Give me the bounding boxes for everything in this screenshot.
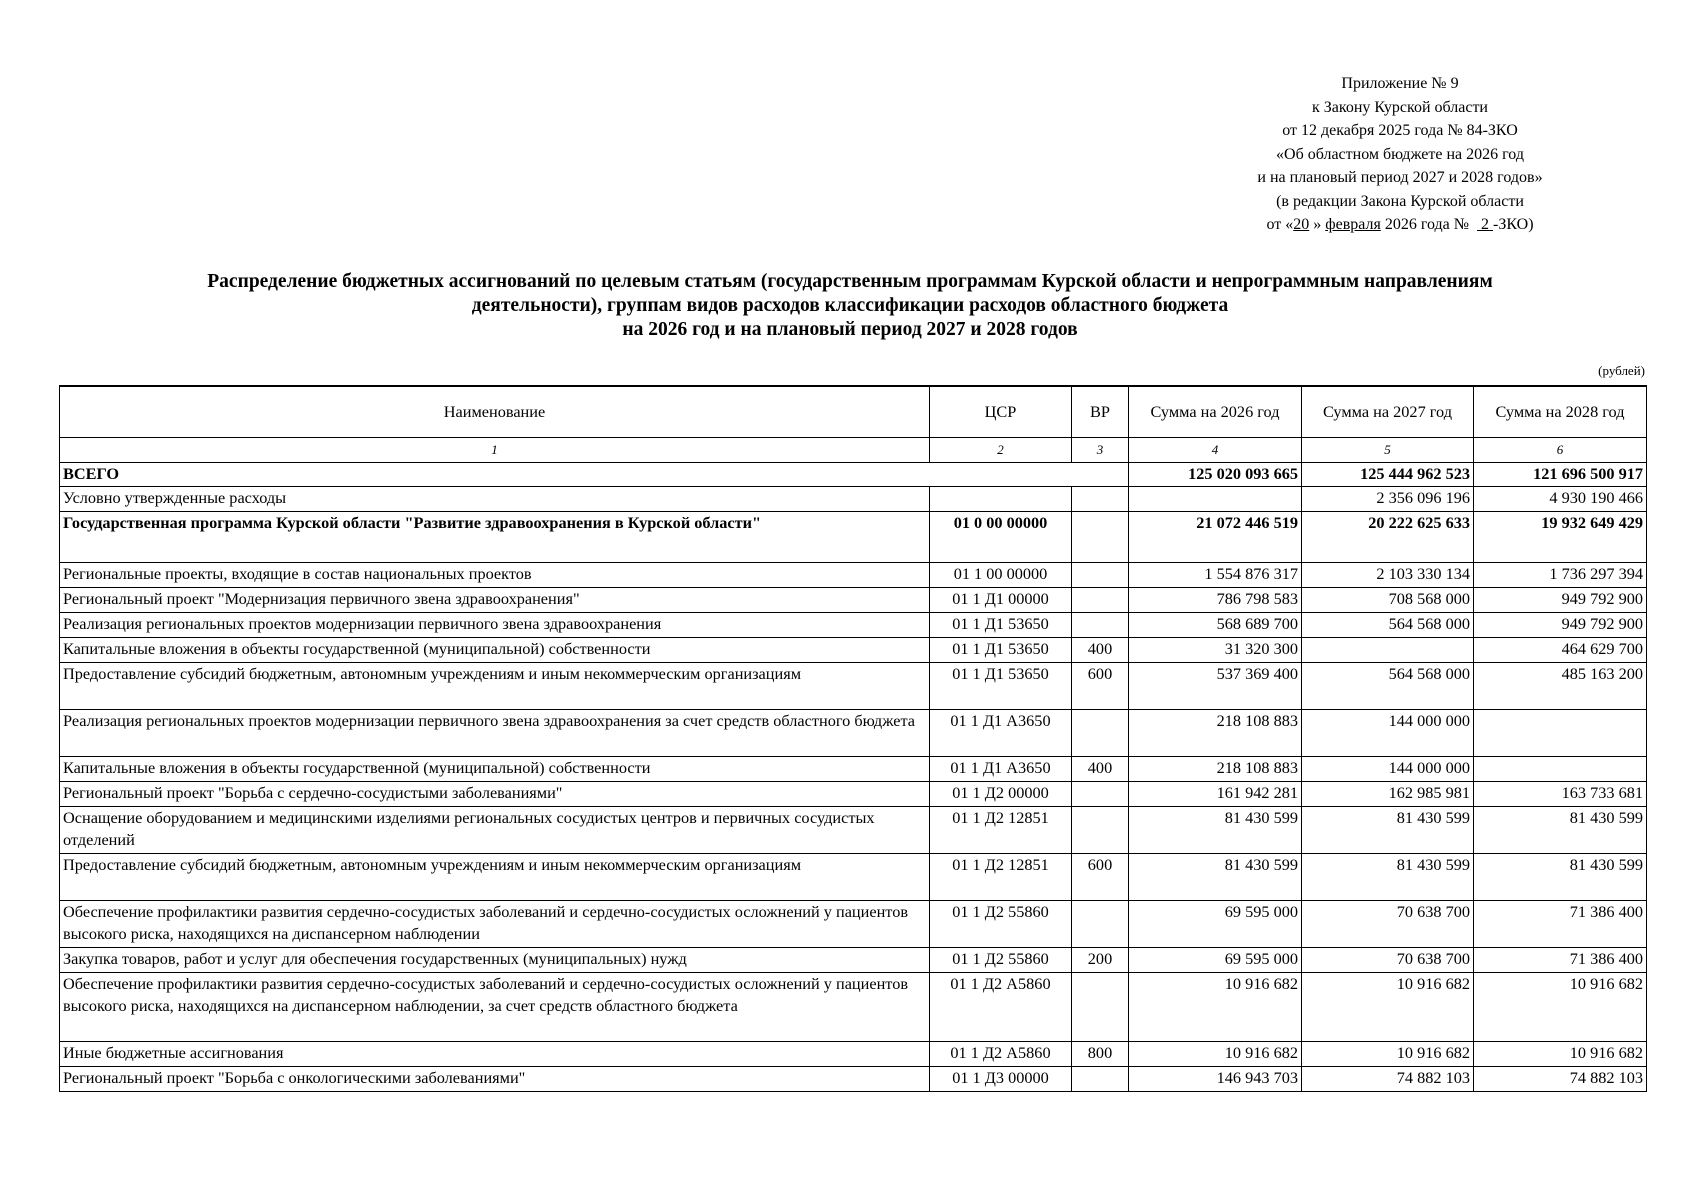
edition-day: 20: [1293, 216, 1310, 233]
row-name: Иные бюджетные ассигнования: [60, 1041, 930, 1066]
row-sum-2026: 81 430 599: [1129, 853, 1302, 900]
row-sum-2027: 81 430 599: [1302, 806, 1474, 853]
row-name: Закупка товаров, работ и услуг для обеспечения государственных (муниципальных) нужд: [60, 947, 930, 972]
row-sum-2028: 81 430 599: [1474, 806, 1647, 853]
row-csr: [930, 486, 1072, 511]
appendix-edition-date: от «20 » февраля 2026 года № 2 -ЗКО): [1266, 216, 1534, 233]
row-sum-2026: 31 320 300: [1129, 637, 1302, 662]
row-vr: [1072, 562, 1129, 587]
row-name: Условно утвержденные расходы: [60, 486, 930, 511]
row-name: Обеспечение профилактики развития сердечно-сосудистых заболеваний и сердечно-сосудистых осложнений у пациентов высокого риска, находящихся на диспансерном наблюдении, за счет средств областного бюджета: [60, 972, 930, 1041]
row-sum-2026: 161 942 281: [1129, 781, 1302, 806]
row-vr: [1072, 972, 1129, 1041]
row-sum-2027: 2 356 096 196: [1302, 486, 1474, 511]
row-sum-2028: 949 792 900: [1474, 587, 1647, 612]
row-sum-2027: 10 916 682: [1302, 972, 1474, 1041]
row-sum-2026: 10 916 682: [1129, 972, 1302, 1041]
row-csr: 01 1 Д3 00000: [930, 1066, 1072, 1091]
table-row: [60, 972, 1647, 1041]
row-name: Обеспечение профилактики развития сердечно-сосудистых заболеваний и сердечно-сосудистых осложнений у пациентов высокого риска, находящихся на диспансерном наблюдении: [60, 900, 930, 947]
header-sum-2026: Сумма на 2026 год: [1129, 386, 1302, 438]
row-sum-2026: 81 430 599: [1129, 806, 1302, 853]
row-name: Капитальные вложения в объекты государственной (муниципальной) собственности: [60, 637, 930, 662]
row-sum-2027: 74 882 103: [1302, 1066, 1474, 1091]
table-row: [60, 1041, 1647, 1066]
table-row: [60, 709, 1647, 756]
row-sum-2028: 4 930 190 466: [1474, 486, 1647, 511]
appendix-law-ref: к Закону Курской области: [1312, 98, 1488, 116]
row-csr: 01 1 Д2 А5860: [930, 1041, 1072, 1066]
row-vr: 400: [1072, 756, 1129, 781]
column-index: 5: [1302, 438, 1474, 463]
units-label: (рублей): [1598, 363, 1645, 378]
header-csr: ЦСР: [930, 386, 1072, 438]
row-sum-2027: 144 000 000: [1302, 756, 1474, 781]
table-row: [60, 1066, 1647, 1091]
row-name: Региональные проекты, входящие в состав национальных проектов: [60, 562, 930, 587]
total-row: [60, 463, 1647, 487]
row-name: Реализация региональных проектов модернизации первичного звена здравоохранения за счет средств областного бюджета: [60, 709, 930, 756]
column-index: 4: [1129, 438, 1302, 463]
row-csr: 01 1 Д2 55860: [930, 900, 1072, 947]
appendix-header: [1150, 72, 1650, 237]
appendix-number: Приложение № 9: [1341, 75, 1459, 92]
table-row: [60, 486, 1647, 511]
row-sum-2027: 20 222 625 633: [1302, 511, 1474, 562]
row-sum-2027: [1302, 637, 1474, 662]
row-name: Реализация региональных проектов модернизации первичного звена здравоохранения: [60, 612, 930, 637]
table-row: [60, 781, 1647, 806]
row-sum-2026: 69 595 000: [1129, 947, 1302, 972]
row-csr: 01 1 Д1 53650: [930, 637, 1072, 662]
row-sum-2027: 81 430 599: [1302, 853, 1474, 900]
document-title: [60, 270, 1640, 342]
row-sum-2028: 74 882 103: [1474, 1066, 1647, 1091]
title-line-2: деятельности), группам видов расходов классификации расходов областного бюджета: [471, 295, 1229, 316]
row-csr: 01 1 Д2 55860: [930, 947, 1072, 972]
row-sum-2026: 146 943 703: [1129, 1066, 1302, 1091]
column-index: 3: [1072, 438, 1129, 463]
row-sum-2028: [1474, 709, 1647, 756]
column-index-row: [60, 438, 1647, 463]
table-row: [60, 612, 1647, 637]
table-row: [60, 853, 1647, 900]
row-sum-2026: 21 072 446 519: [1129, 511, 1302, 562]
row-vr: [1072, 900, 1129, 947]
table-row: [60, 587, 1647, 612]
row-sum-2028: 464 629 700: [1474, 637, 1647, 662]
row-sum-2028: 949 792 900: [1474, 612, 1647, 637]
row-sum-2027: 162 985 981: [1302, 781, 1474, 806]
row-vr: 400: [1072, 637, 1129, 662]
table-row: [60, 562, 1647, 587]
row-name: Региональный проект "Борьба с сердечно-сосудистыми заболеваниями": [60, 781, 930, 806]
table-row: [60, 662, 1647, 709]
row-sum-2028: 485 163 200: [1474, 662, 1647, 709]
row-csr: 01 1 Д1 53650: [930, 662, 1072, 709]
table-header-row: [60, 386, 1647, 438]
header-sum-2027: Сумма на 2027 год: [1302, 386, 1474, 438]
header-sum-2028: Сумма на 2028 год: [1474, 386, 1647, 438]
row-vr: 600: [1072, 662, 1129, 709]
budget-table: [59, 385, 1647, 1092]
row-name: Капитальные вложения в объекты государственной (муниципальной) собственности: [60, 756, 930, 781]
row-csr: 01 1 Д2 00000: [930, 781, 1072, 806]
row-name: Оснащение оборудованием и медицинскими изделиями региональных сосудистых центров и первичных сосудистых отделений: [60, 806, 930, 853]
row-sum-2028: [1474, 756, 1647, 781]
row-sum-2027: 564 568 000: [1302, 612, 1474, 637]
column-index: 1: [60, 438, 930, 463]
row-sum-2027: 144 000 000: [1302, 709, 1474, 756]
column-index: 6: [1474, 438, 1647, 463]
row-sum-2026: 568 689 700: [1129, 612, 1302, 637]
row-vr: [1072, 1066, 1129, 1091]
row-vr: 800: [1072, 1041, 1129, 1066]
column-index: 2: [930, 438, 1072, 463]
row-sum-2027: 70 638 700: [1302, 947, 1474, 972]
row-sum-2028: 10 916 682: [1474, 972, 1647, 1041]
row-name: Предоставление субсидий бюджетным, автономным учреждениям и иным некоммерческим организациям: [60, 853, 930, 900]
row-csr: 01 1 Д1 А3650: [930, 709, 1072, 756]
row-vr: [1072, 511, 1129, 562]
appendix-law-title-1: «Об областном бюджете на 2026 год: [1276, 145, 1524, 163]
table-row: [60, 900, 1647, 947]
row-sum-2026: 69 595 000: [1129, 900, 1302, 947]
total-sum-2027: 125 444 962 523: [1302, 463, 1474, 487]
row-csr: 01 1 Д1 00000: [930, 587, 1072, 612]
row-sum-2026: 10 916 682: [1129, 1041, 1302, 1066]
edition-month: февраля: [1325, 216, 1381, 233]
row-sum-2028: 163 733 681: [1474, 781, 1647, 806]
table-row: [60, 511, 1647, 562]
row-name: Региональный проект "Модернизация первичного звена здравоохранения": [60, 587, 930, 612]
edition-number: 2: [1481, 216, 1490, 233]
row-sum-2027: 10 916 682: [1302, 1041, 1474, 1066]
row-name: Предоставление субсидий бюджетным, автономным учреждениям и иным некоммерческим организациям: [60, 662, 930, 709]
row-csr: 01 0 00 00000: [930, 511, 1072, 562]
row-csr: 01 1 00 00000: [930, 562, 1072, 587]
row-sum-2026: 786 798 583: [1129, 587, 1302, 612]
row-sum-2026: 537 369 400: [1129, 662, 1302, 709]
row-sum-2028: 1 736 297 394: [1474, 562, 1647, 587]
row-vr: [1072, 486, 1129, 511]
row-sum-2027: 708 568 000: [1302, 587, 1474, 612]
table-row: [60, 947, 1647, 972]
row-sum-2027: 2 103 330 134: [1302, 562, 1474, 587]
table-row: [60, 806, 1647, 853]
row-sum-2028: 81 430 599: [1474, 853, 1647, 900]
row-sum-2028: 71 386 400: [1474, 947, 1647, 972]
row-sum-2028: 71 386 400: [1474, 900, 1647, 947]
row-csr: 01 1 Д1 А3650: [930, 756, 1072, 781]
row-sum-2026: [1129, 486, 1302, 511]
row-vr: [1072, 709, 1129, 756]
row-sum-2028: 10 916 682: [1474, 1041, 1647, 1066]
appendix-law-date: от 12 декабря 2025 года № 84-ЗКО: [1282, 122, 1518, 139]
row-sum-2026: 1 554 876 317: [1129, 562, 1302, 587]
total-label: ВСЕГО: [60, 463, 1129, 487]
row-csr: 01 1 Д2 12851: [930, 806, 1072, 853]
appendix-edition: (в редакции Закона Курской области: [1276, 192, 1524, 210]
row-csr: 01 1 Д2 А5860: [930, 972, 1072, 1041]
row-sum-2027: 564 568 000: [1302, 662, 1474, 709]
appendix-law-title-2: и на плановый период 2027 и 2028 годов»: [1257, 169, 1543, 186]
row-vr: [1072, 587, 1129, 612]
row-vr: 600: [1072, 853, 1129, 900]
row-sum-2026: 218 108 883: [1129, 709, 1302, 756]
row-sum-2026: 218 108 883: [1129, 756, 1302, 781]
row-vr: 200: [1072, 947, 1129, 972]
row-sum-2028: 19 932 649 429: [1474, 511, 1647, 562]
table-row: [60, 756, 1647, 781]
total-sum-2028: 121 696 500 917: [1474, 463, 1647, 487]
title-line-1: Распределение бюджетных ассигнований по целевым статьям (государственным программам Курской области и непрограммным направлениям: [207, 271, 1493, 292]
row-csr: 01 1 Д1 53650: [930, 612, 1072, 637]
row-name: Региональный проект "Борьба с онкологическими заболеваниями": [60, 1066, 930, 1091]
header-name: Наименование: [60, 386, 930, 438]
row-vr: [1072, 612, 1129, 637]
row-sum-2027: 70 638 700: [1302, 900, 1474, 947]
row-csr: 01 1 Д2 12851: [930, 853, 1072, 900]
row-vr: [1072, 806, 1129, 853]
row-name: Государственная программа Курской области "Развитие здравоохранения в Курской области": [60, 511, 930, 562]
table-row: [60, 637, 1647, 662]
title-line-3: на 2026 год и на плановый период 2027 и 2028 годов: [622, 319, 1078, 340]
header-vr: ВР: [1072, 386, 1129, 438]
total-sum-2026: 125 020 093 665: [1129, 463, 1302, 487]
row-vr: [1072, 781, 1129, 806]
